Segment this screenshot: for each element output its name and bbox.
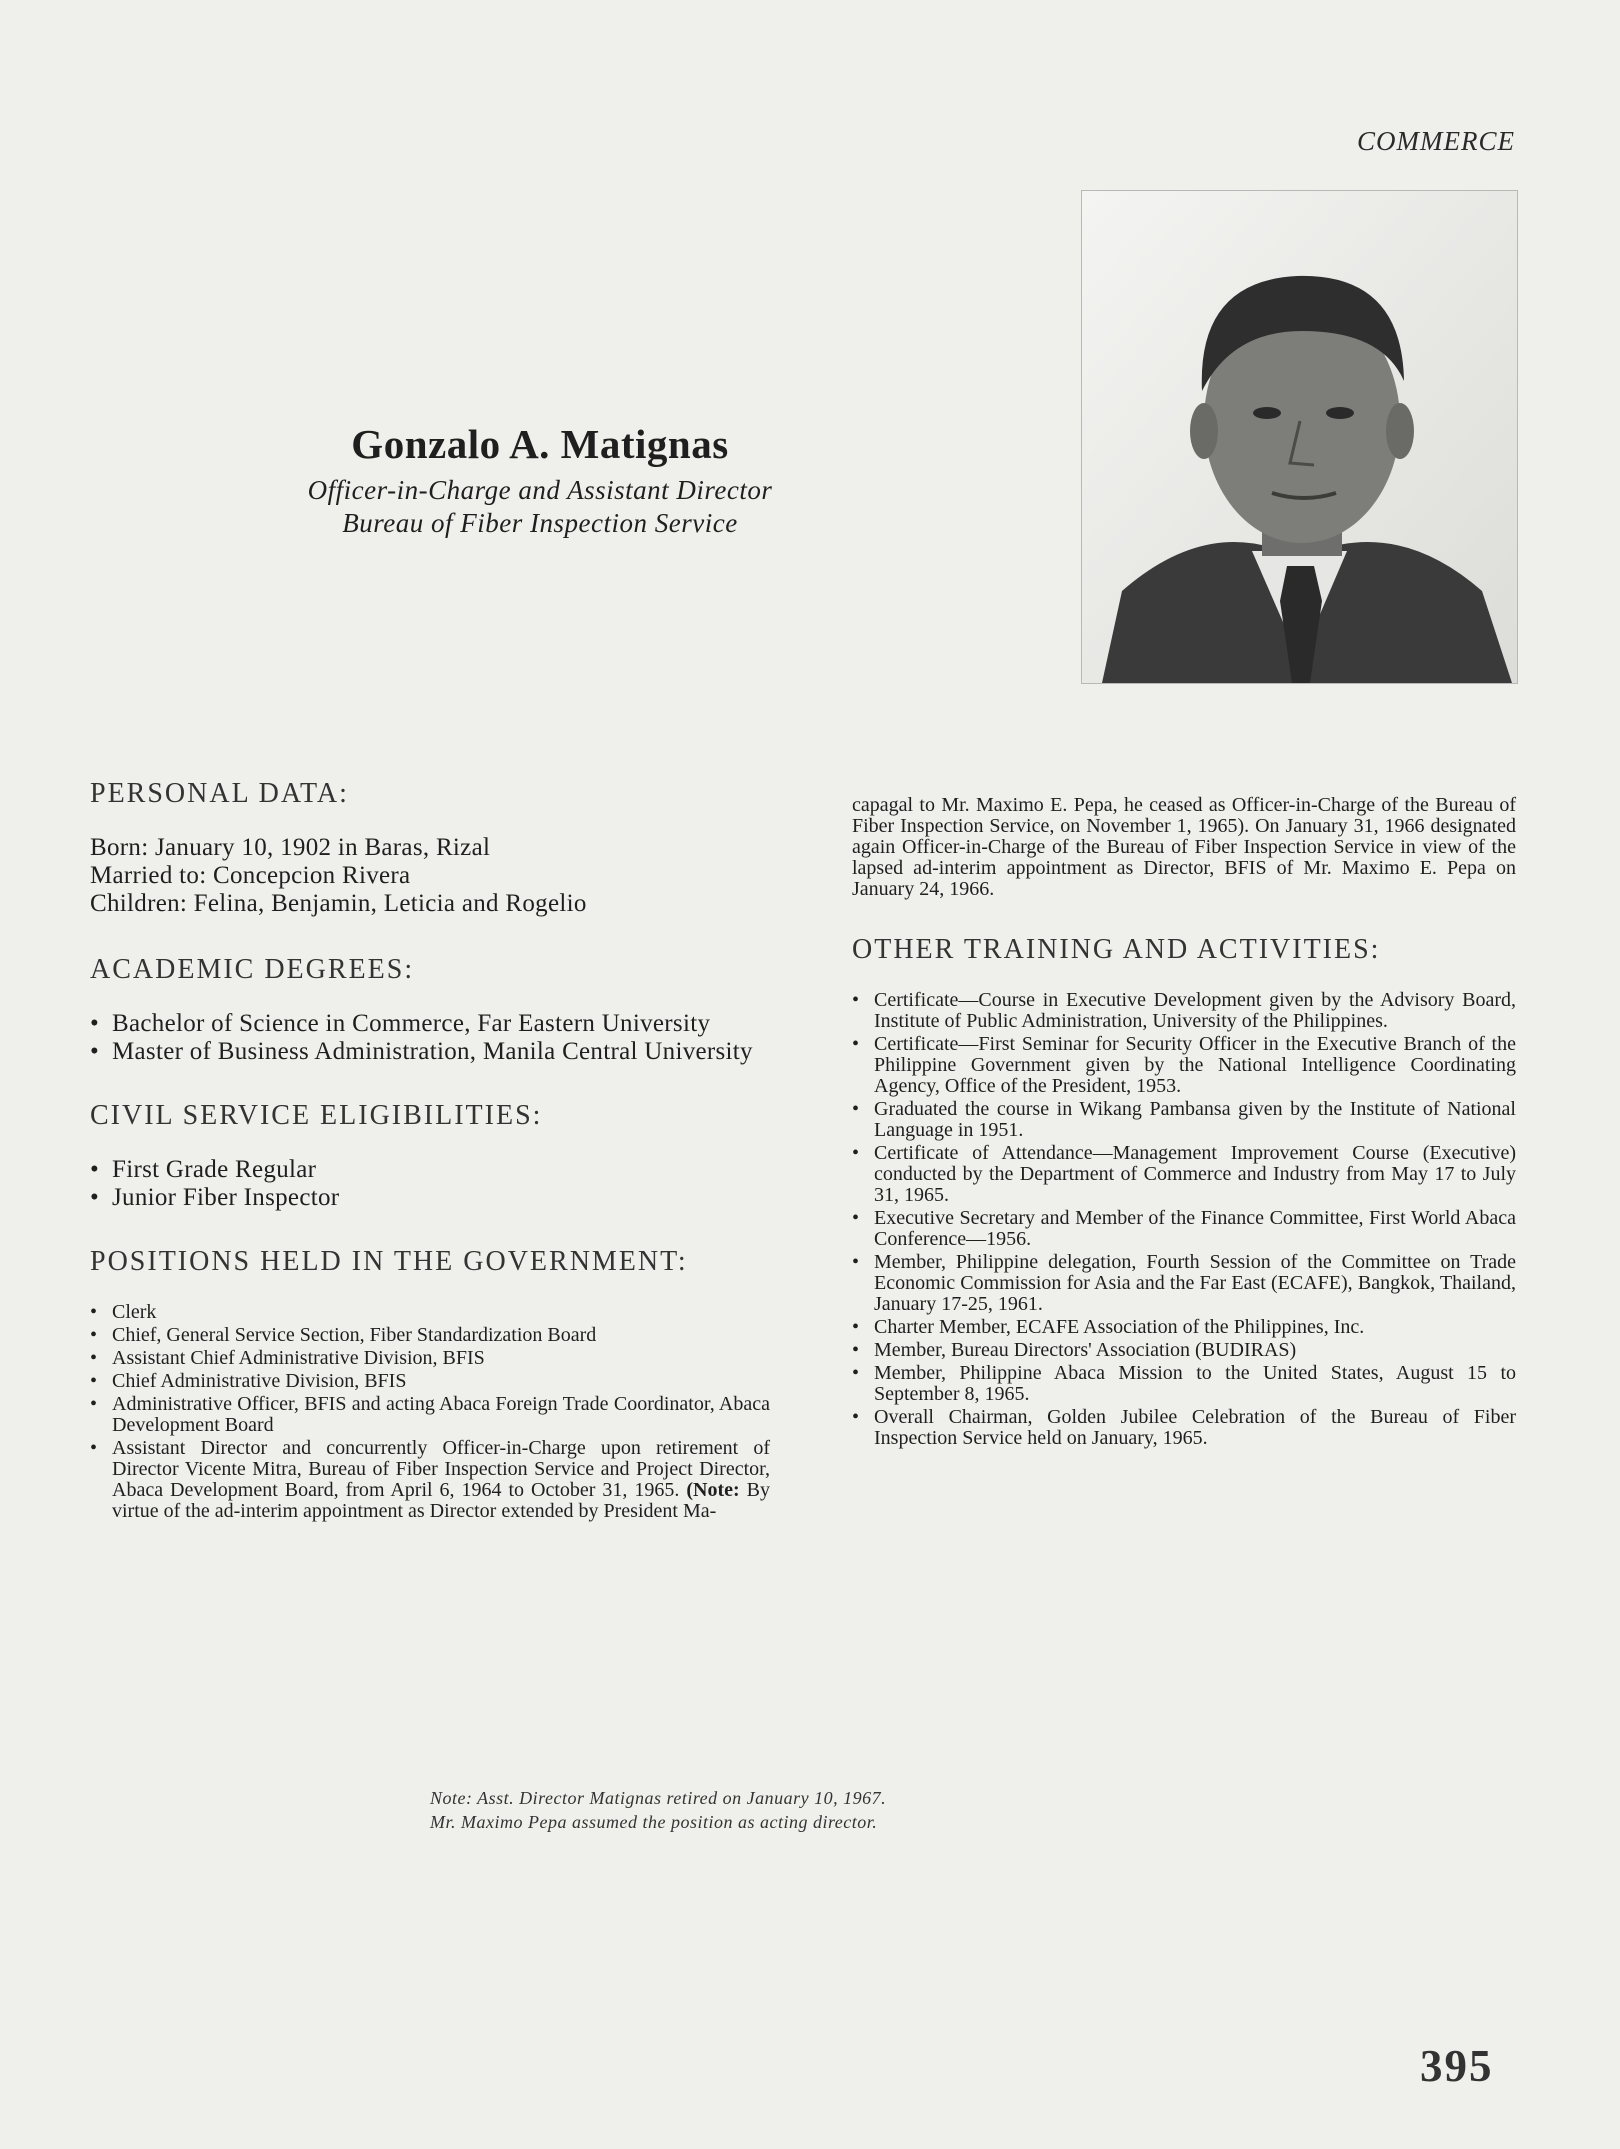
person-name: Gonzalo A. Matignas [351, 421, 729, 467]
footer-note-line: Mr. Maximo Pepa assumed the position as acting director. [430, 1812, 878, 1832]
note-text: By virtue of the ad-interim appointment as Director extended by President Ma- [112, 1479, 771, 1522]
training-list [852, 990, 1516, 1449]
list-item: • First Grade Regular [90, 1156, 770, 1184]
list-item: • Certificate of Attendance—Management Improvement Course (Executive) conducted by the Department of Commerce and Industry from May 17 to July 31, 1965. [852, 1143, 1516, 1206]
list-item: • Graduated the course in Wikang Pambansa given by the Institute of National Language in 1951. [852, 1099, 1516, 1141]
right-column [852, 795, 1516, 1483]
list-item: • Overall Chairman, Golden Jubilee Celebration of the Bureau of Fiber Inspection Service held on January, 1965. [852, 1407, 1516, 1449]
list-item: • Administrative Officer, BFIS and acting Abaca Foreign Trade Coordinator, Abaca Development Board [90, 1394, 770, 1436]
list-item [90, 1438, 770, 1522]
footer-note-line: Note: Asst. Director Matignas retired on January 10, 1967. [430, 1788, 887, 1808]
civil-service-list [90, 1156, 770, 1212]
list-item: • Clerk [90, 1302, 770, 1323]
positions-heading: POSITIONS HELD IN THE GOVERNMENT: [90, 1246, 688, 1277]
personal-data [90, 834, 770, 918]
academic-degrees-heading: ACADEMIC DEGREES: [90, 954, 415, 985]
list-item: • Junior Fiber Inspector [90, 1184, 770, 1212]
academic-degrees-list [90, 1010, 770, 1066]
profile-header [220, 420, 860, 540]
list-item: • Master of Business Administration, Manila Central University [90, 1038, 770, 1066]
spouse-info: Married to: Concepcion Rivera [90, 862, 411, 889]
position-text: Assistant Director and concurrently Officer-in-Charge upon retirement of Director Vicente Mitra, Bureau of Fiber Inspection Service and Project Director, Abaca Development Board, from April 6, 1964 to October 31, 1965. [112, 1437, 770, 1501]
positions-list [90, 1302, 770, 1522]
civil-service-heading: CIVIL SERVICE ELIGIBILITIES: [90, 1100, 543, 1131]
positions-note-continuation: capagal to Mr. Maximo E. Pepa, he ceased as Officer-in-Charge of the Bureau of Fiber Inspection Service, on November 1, 1965). On January 31, 1966 designated again Officer-in-Charge of the Bureau of Fiber Inspection Service in view of the lapsed ad-interim appointment as Director, BFIS of Mr. Maximo E. Pepa on January 24, 1966. [852, 794, 1516, 900]
page-number: 395 [1420, 2041, 1494, 2091]
list-item: • Bachelor of Science in Commerce, Far Eastern University [90, 1010, 770, 1038]
list-item: • Charter Member, ECAFE Association of the Philippines, Inc. [852, 1317, 1516, 1338]
list-item: • Chief Administrative Division, BFIS [90, 1371, 770, 1392]
list-item: • Chief, General Service Section, Fiber Standardization Board [90, 1325, 770, 1346]
list-item: • Member, Philippine delegation, Fourth Session of the Committee on Trade Economic Commission for Asia and the Far East (ECAFE), Bangkok, Thailand, January 17-25, 1961. [852, 1252, 1516, 1315]
list-item: • Certificate—Course in Executive Development given by the Advisory Board, Institute of Public Administration, University of the Philippines. [852, 990, 1516, 1032]
footer-note [430, 1786, 1230, 1834]
position-title: Officer-in-Charge and Assistant Director [307, 475, 773, 505]
note-label: (Note: [686, 1479, 740, 1501]
children-info: Children: Felina, Benjamin, Leticia and Rogelio [90, 890, 587, 917]
birth-info: Born: January 10, 1902 in Baras, Rizal [90, 834, 491, 861]
left-column [90, 778, 770, 1556]
personal-data-heading: PERSONAL DATA: [90, 778, 349, 809]
list-item: • Certificate—First Seminar for Security Officer in the Executive Branch of the Philippine Government given by the National Intelligence Coordinating Agency, Office of the President, 1953. [852, 1034, 1516, 1097]
training-heading: OTHER TRAINING AND ACTIVITIES: [852, 934, 1381, 965]
portrait-image [1082, 191, 1517, 683]
list-item: • Executive Secretary and Member of the Finance Committee, First World Abaca Conference—1956. [852, 1208, 1516, 1250]
list-item: • Member, Philippine Abaca Mission to the United States, August 15 to September 8, 1965. [852, 1363, 1516, 1405]
list-item: • Assistant Chief Administrative Division, BFIS [90, 1348, 770, 1369]
list-item: • Member, Bureau Directors' Association (BUDIRAS) [852, 1340, 1516, 1361]
section-label: COMMERCE [1357, 126, 1515, 156]
bureau-name: Bureau of Fiber Inspection Service [342, 508, 738, 538]
portrait-photo [1081, 190, 1518, 684]
